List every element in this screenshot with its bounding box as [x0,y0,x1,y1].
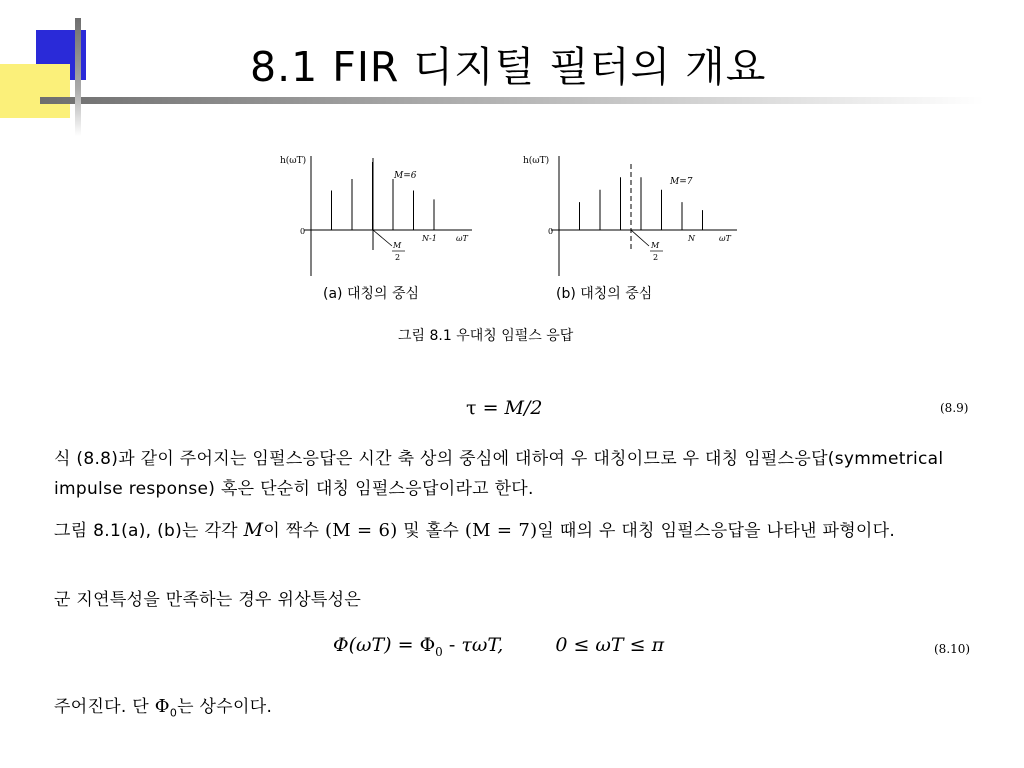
title-underline [40,97,984,104]
panel-a-x-label: ωT [456,234,468,243]
para2-m-symbol: M [243,519,264,541]
eq2-phi-subscript: 0 [435,644,443,659]
eq1-rhs: M/2 [504,397,543,419]
panel-a-end-label: N-1 [422,234,437,243]
eq1-tau: τ [466,397,477,419]
para4-phi: Φ [154,696,170,717]
equation-8-9 [466,397,542,419]
panel-b-m-label: M=7 [670,177,693,187]
para2-even-case: (M = 6) [324,520,398,541]
eq2-phi: Φ [419,634,436,656]
equation-number-8-10: (8.10) [934,642,971,656]
equation-8-10 [333,634,664,659]
panel-b-pointer-arrow [631,230,649,246]
para4-phi-subscript: 0 [169,706,178,720]
equation-number-8-9: (8.9) [940,401,969,415]
eq2-range: 0 ≤ ωT ≤ π [555,634,665,656]
panel-a-y-label: h(ωT) [280,156,307,166]
figure-caption: 그림 8.1 우대칭 임펄스 응답 [398,328,574,344]
para2-text-4: 일 때의 우 대칭 임펄스응답을 나타낸 파형이다. [537,521,896,541]
paragraph-constant-note [54,692,272,728]
para2-text-2: 이 짝수 [263,521,320,541]
panel-a-caption: (a) 대칭의 중심 [323,286,420,302]
panel-b-y-label: h(ωT) [523,156,550,166]
eq2-minus: - [448,634,456,656]
yellow-square-decoration [0,64,70,118]
vertical-accent-line [75,18,81,136]
paragraph-symmetric-response: 식 (8.8)과 같이 주어지는 임펄스응답은 시간 축 상의 중심에 대하여 우 대칭이므로 우 대칭 임펄스응답(symmetrical impulse response) 혹은 단순히 대칭 임펄스응답이라고 한다. [54,449,944,499]
eq2-tau-term: τωT, [461,634,504,656]
figure-panel-b [523,150,743,280]
panel-a-zero-label: 0 [300,227,306,236]
paragraph-phase-intro: 군 지연특성을 만족하는 경우 위상특성은 [54,590,362,610]
panel-b-end-label: N [688,234,695,243]
panel-b-caption: (b) 대칭의 중심 [556,286,653,302]
eq2-lhs: Φ(ωT) [333,634,392,656]
panel-b-x-label: ωT [719,234,731,243]
panel-b-axes [551,156,737,276]
panel-b-zero-label: 0 [548,227,554,236]
para2-text-3: 및 홀수 [403,521,460,541]
panel-a-axes [304,156,472,276]
paragraph-figure-description [54,515,970,546]
panel-a-pointer-arrow [373,230,392,246]
panel-a-center-num: M [393,241,402,250]
slide-title: 8.1 FIR 디지털 필터의 개요 [250,43,767,91]
panel-a-center-den: 2 [395,253,401,262]
para2-text-1: 그림 8.1(a), (b)는 각각 [54,521,238,541]
eq1-equals: = [482,397,499,419]
panel-b-center-den: 2 [653,253,659,262]
figure-panel-a [280,150,480,280]
para4-text-2: 는 상수이다. [177,697,273,717]
panel-b-center-num: M [651,241,660,250]
eq2-equals: = [397,634,414,656]
panel-a-m-label: M=6 [394,171,417,181]
para2-odd-case: (M = 7) [464,520,538,541]
para4-text-1: 주어진다. 단 [54,697,150,717]
